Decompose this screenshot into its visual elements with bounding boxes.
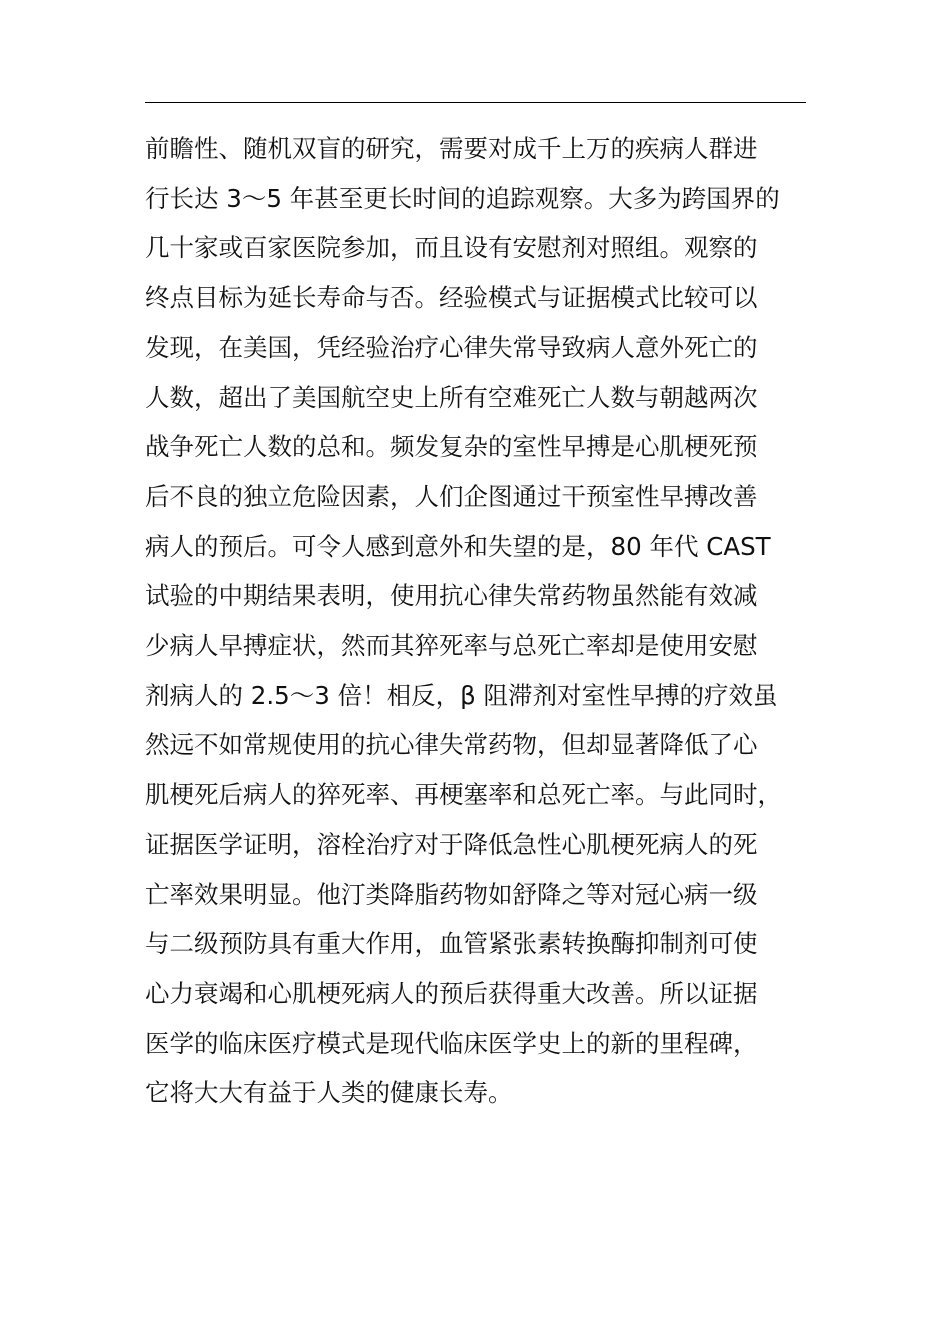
text-line: 少病人早搏症状，然而其猝死率与总死亡率却是使用安慰 — [145, 631, 758, 661]
text-line: 行长达 3～5 年甚至更长时间的追踪观察。大多为跨国界的 — [145, 183, 780, 213]
text-line: 几十家或百家医院参加，而且设有安慰剂对照组。观察的 — [145, 233, 758, 263]
text-line: 战争死亡人数的总和。频发复杂的室性早搏是心肌梗死预 — [145, 432, 758, 462]
body-paragraph — [145, 124, 825, 1118]
text-line: 证据医学证明，溶栓治疗对于降低急性心肌梗死病人的死 — [145, 829, 758, 859]
text-line: 病人的预后。可令人感到意外和失望的是，80 年代 CAST — [145, 531, 771, 561]
header-rule — [145, 102, 806, 103]
text-line: 终点目标为延长寿命与否。经验模式与证据模式比较可以 — [145, 283, 758, 313]
text-line: 发现，在美国，凭经验治疗心律失常导致病人意外死亡的 — [145, 332, 758, 362]
text-line: 人数，超出了美国航空史上所有空难死亡人数与朝越两次 — [145, 382, 758, 412]
text-line: 剂病人的 2.5～3 倍！相反，β 阻滞剂对室性早搏的疗效虽 — [145, 680, 778, 710]
text-line: 试验的中期结果表明，使用抗心律失常药物虽然能有效减 — [145, 581, 758, 611]
text-line: 后不良的独立危险因素，人们企图通过干预室性早搏改善 — [145, 481, 758, 511]
text-line: 它将大大有益于人类的健康长寿。 — [145, 1078, 513, 1108]
text-line: 然远不如常规使用的抗心律失常药物，但却显著降低了心 — [145, 730, 758, 760]
text-line: 肌梗死后病人的猝死率、再梗塞率和总死亡率。与此同时， — [145, 780, 782, 810]
text-line: 亡率效果明显。他汀类降脂药物如舒降之等对冠心病一级 — [145, 879, 758, 909]
text-line: 心力衰竭和心肌梗死病人的预后获得重大改善。所以证据 — [145, 978, 758, 1008]
text-line: 医学的临床医疗模式是现代临床医学史上的新的里程碑， — [145, 1028, 758, 1058]
text-line: 前瞻性、随机双盲的研究，需要对成千上万的疾病人群进 — [145, 134, 758, 163]
text-line: 与二级预防具有重大作用，血管紧张素转换酶抑制剂可使 — [145, 929, 758, 959]
